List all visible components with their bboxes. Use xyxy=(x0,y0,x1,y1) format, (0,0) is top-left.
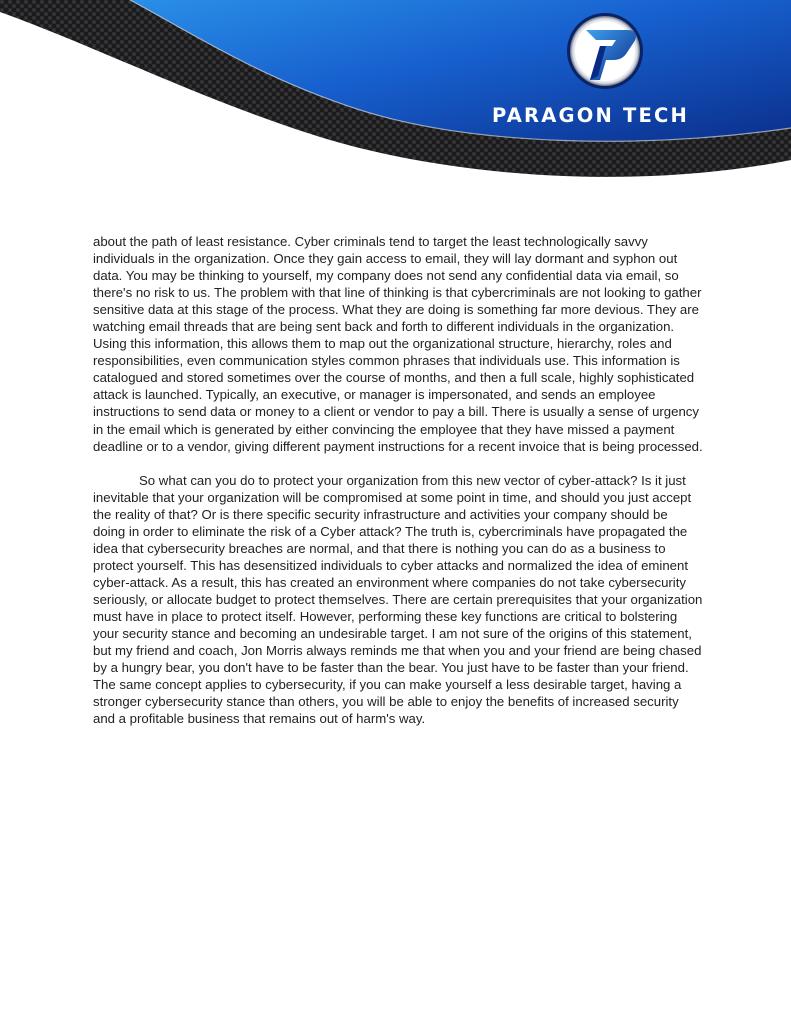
body-paragraph: So what can you do to protect your organization from this new vector of cyber-attack? Is it just inevitable that your organization will be compromised at some point in time, and should you just accept the reality of that? Or is there specific security infrastructure and activities your company should be doing in order to eliminate the risk of a Cyber attack? The truth is, cybercriminals have propagated the idea that cybersecurity breaches are normal, and that there is nothing you can do as a business to protect yourself. This has desensitized individuals to cyber attacks and normalized the idea of eminent cyber-attack. As a result, this has created an environment where companies do not take cybersecurity seriously, or allocate budget to protect themselves. There are certain prerequisites that your organization must have in place to protect itself. However, performing these key functions are critical to bolstering your security stance and becoming an undesirable target. I am not sure of the origins of this statement, but my friend and coach, Jon Morris always reminds me that when you and your friend are being chased by a hungry bear, you don't have to be faster than the bear. You just have to be faster than your friend. The same concept applies to cybersecurity, if you can make yourself a less desirable target, having a stronger cybersecurity stance than others, you will be able to enjoy the benefits of increased security and a profitable business that remains out of harm's way. xyxy=(93,472,703,727)
company-name: PARAGON TECH xyxy=(492,104,690,127)
paragon-logo-icon xyxy=(567,13,643,89)
body-paragraph: about the path of least resistance. Cyber criminals tend to target the least technologically savvy individuals in the organization. Once they gain access to email, they will lay dormant and syphon out data. You may be thinking to yourself, my company does not send any confidential data via email, so there's no risk to us. The problem with that line of thinking is that cybercriminals are not looking to gather sensitive data at this stage of the process. What they are doing is something far more devious. They are watching email threads that are being sent back and forth to different individuals in the organization. Using this information, this allows them to map out the organizational structure, hierarchy, roles and responsibilities, even communication styles common phrases that individuals use. This information is catalogued and stored sometimes over the course of months, and then a full scale, highly sophisticated attack is launched. Typically, an executive, or manager is impersonated, and sends an employee instructions to send data or money to a client or vendor to pay a bill. There is usually a sense of urgency in the email which is generated by either convincing the employee that they have missed a payment deadline or to a vendor, giving different payment instructions for a recent invoice that is being processed. xyxy=(93,234,703,454)
letter-body xyxy=(93,233,703,727)
letterhead-banner xyxy=(0,0,791,200)
